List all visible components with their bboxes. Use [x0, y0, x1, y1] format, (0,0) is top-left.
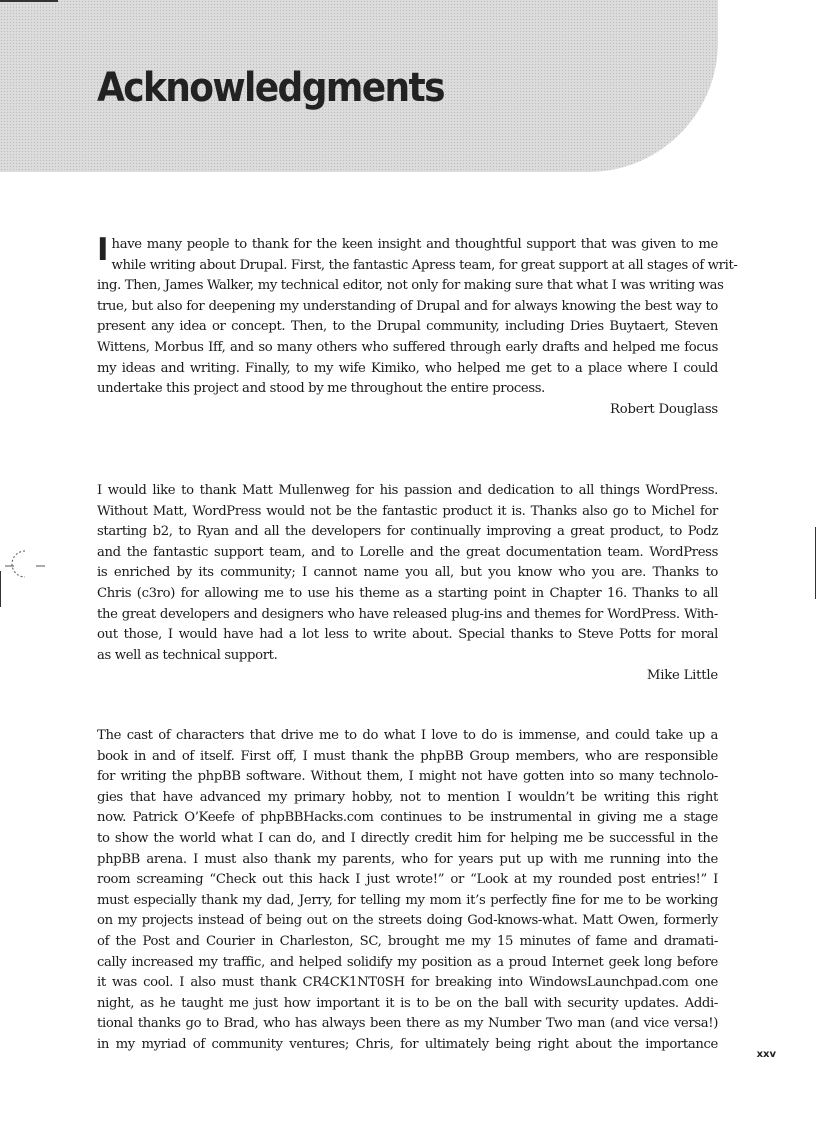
text-line: book in and of itself. First off, I must thank the phpBB Group members, who are responsible	[97, 748, 718, 764]
paragraph	[97, 726, 718, 1056]
text-line: Without Matt, WordPress would not be the fantastic product it is. Thanks also go to Michel for	[97, 503, 718, 519]
crop-mark-icon	[0, 528, 50, 608]
ack-section-douglass	[97, 232, 738, 420]
top-rule	[0, 0, 58, 2]
text-line: ing. Then, James Walker, my technical editor, not only for making sure that what I was writing was	[97, 278, 724, 294]
text-line: the great developers and designers who have released plug-ins and themes for WordPress. With-	[97, 606, 718, 622]
ack-section-little	[97, 481, 718, 686]
text-line: true, but also for deepening my understanding of Drupal and for always knowing the best way to	[97, 298, 718, 314]
text-line: Wittens, Morbus Iff, and so many others who suffered through early drafts and helped me focus	[97, 339, 718, 355]
text-line: now. Patrick O’Keefe of phpBBHacks.com continues to be instrumental in giving me a stage	[97, 810, 718, 826]
text-line: room screaming “Check out this hack I just wrote!” or “Look at my rounded post entries!” I	[97, 872, 718, 888]
text-line: starting b2, to Ryan and all the developers for continually improving a great product, to Podz	[97, 524, 718, 540]
paragraph	[97, 481, 718, 666]
signature: Mike Little	[646, 668, 718, 684]
text-line: while writing about Drupal. First, the fantastic Apress team, for great support at all stages of writ-	[111, 257, 738, 273]
text-line: it was cool. I also must thank CR4CK1NT0SH for breaking into WindowsLaunchpad.com one	[97, 975, 718, 991]
text-line: undertake this project and stood by me throughout the entire process.	[97, 381, 546, 397]
signature: Robert Douglass	[610, 401, 718, 417]
drop-cap: I	[97, 232, 109, 268]
text-line: present any idea or concept. Then, to the Drupal community, including Dries Buytaert, Steven	[97, 319, 718, 335]
text-line: as well as technical support.	[97, 647, 278, 663]
text-line: tional thanks go to Brad, who has always been there as my Number Two man (and vice versa!)	[97, 1016, 718, 1032]
margin-tick-left	[0, 571, 1, 607]
text-line: on my projects instead of being out on the streets doing God-knows-what. Matt Owen, formerly	[97, 913, 718, 929]
text-line: to show the world what I can do, and I directly credit him for helping me be successful in the	[97, 830, 718, 846]
text-line: have many people to thank for the keen insight and thoughtful support that was given to me	[111, 237, 718, 252]
ack-section-phpbb	[97, 726, 718, 1056]
text-line: and the fantastic support team, and to Lorelle and the great documentation team. WordPress	[97, 544, 718, 560]
text-line: I would like to thank Matt Mullenweg for his passion and dedication to all things WordPress.	[97, 483, 718, 498]
chapter-title: Acknowledgments	[97, 65, 444, 111]
text-line: out those, I would have had a lot less to write about. Special thanks to Steve Potts for moral	[97, 627, 718, 643]
text-line: is enriched by its community; I cannot name you all, but you know who you are. Thanks to	[97, 565, 718, 581]
text-line: gies that have advanced my primary hobby, not to mention I wouldn’t be writing this right	[97, 789, 718, 805]
text-line: cally increased my traffic, and helped solidify my position as a proud Internet geek long before	[97, 954, 718, 970]
text-line: Chris (c3ro) for allowing me to use his theme as a starting point in Chapter 16. Thanks to all	[97, 585, 718, 601]
text-line: in my myriad of community ventures; Chris, for ultimately being right about the importance	[97, 1036, 718, 1052]
text-line: night, as he taught me just how important it is to be on the ball with security updates. Addi-	[97, 995, 718, 1011]
page-number: xxv	[756, 1049, 776, 1060]
text-line: for writing the phpBB software. Without them, I might not have gotten into so many technolo-	[97, 769, 718, 785]
text-line: The cast of characters that drive me to do what I love to do is immense, and could take up a	[97, 728, 718, 743]
text-line: of the Post and Courier in Charleston, SC, brought me my 15 minutes of fame and dramati-	[97, 933, 718, 949]
text-line: must especially thank my dad, Jerry, for telling my mom it’s perfectly fine for me to be working	[97, 892, 718, 908]
text-line: phpBB arena. I must also thank my parents, who for years put up with me running into the	[97, 851, 718, 867]
text-line: my ideas and writing. Finally, to my wife Kimiko, who helped me get to a place where I could	[97, 360, 718, 376]
paragraph	[97, 232, 738, 400]
